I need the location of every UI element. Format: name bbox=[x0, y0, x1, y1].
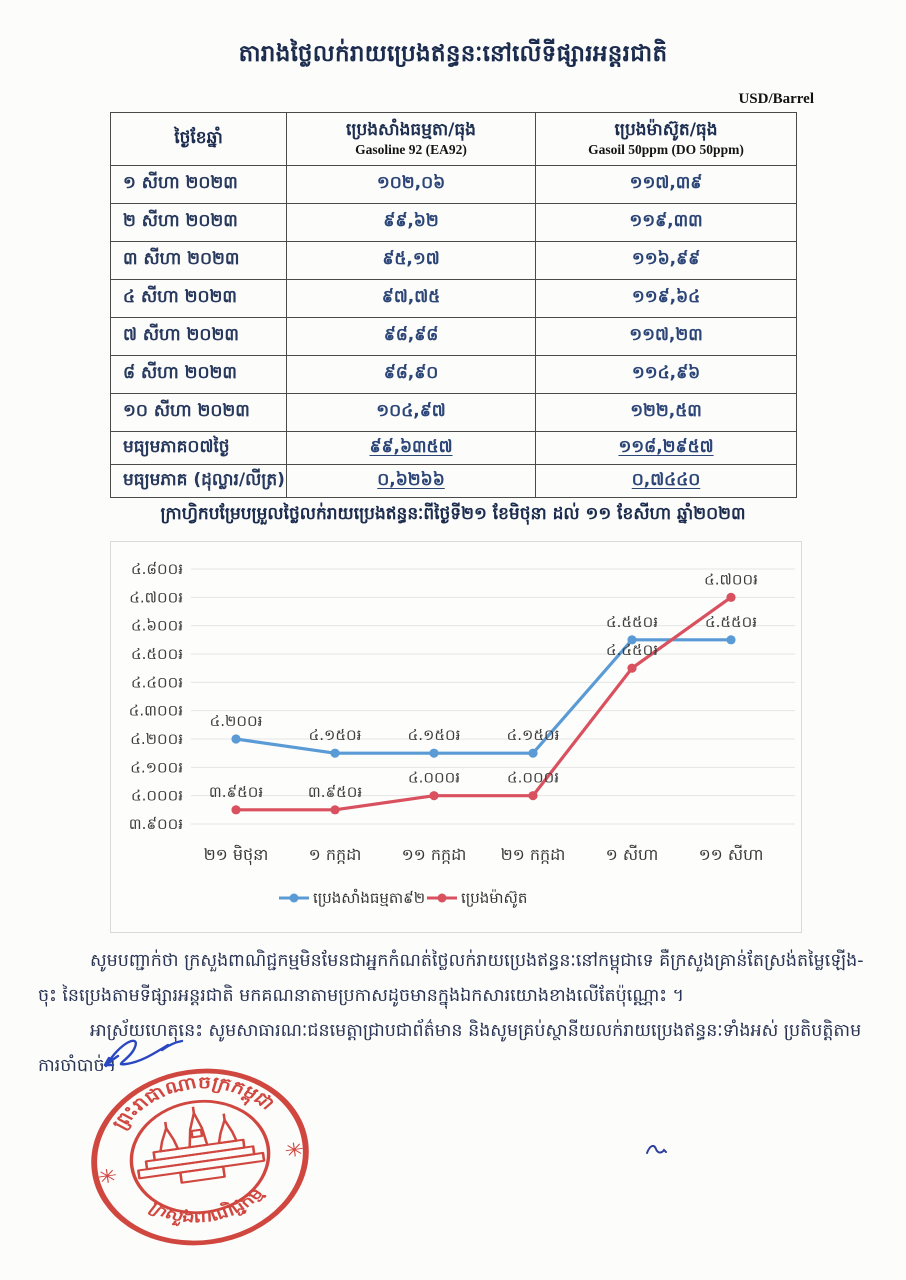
legend-marker-dot bbox=[290, 894, 299, 903]
data-label: ៤.៥៥០៛ bbox=[605, 612, 659, 631]
stamp-bottom-text: ក្រសួងពាណិជ្ជកម្ម bbox=[145, 1184, 268, 1228]
gasoline-price-cell: ០,៦២៦៦ bbox=[287, 465, 536, 498]
header-gasoil-kh: ប្រេងម៉ាស៊ូត/ធុង bbox=[614, 119, 718, 140]
data-label: ៤.១៥០៛ bbox=[506, 726, 560, 745]
gasoil-price-cell: ០,៧៤៤០ bbox=[536, 465, 797, 498]
gasoil-price-cell: ១១៨,២៩៥៧ bbox=[536, 432, 797, 465]
header-date-label: ថ្ងៃខែឆ្នាំ bbox=[174, 128, 223, 149]
data-label: ៤.៧០០៛ bbox=[704, 570, 758, 589]
date-cell: ៧ សីហា ២០២៣ bbox=[111, 318, 287, 356]
data-label: ៤.០០០៛ bbox=[506, 768, 560, 787]
y-axis-tick: ៤.៤០០៛ bbox=[130, 673, 183, 692]
gasoil-price-cell: ១១៩,៦៤ bbox=[536, 280, 797, 318]
note-paragraph-1: សូមបញ្ជាក់ថា ក្រសួងពាណិជ្ជកម្មមិនមែនជាអ្នកកំណត់ថ្លៃលក់រាយប្រេងឥន្ធនៈនៅកម្ពុជាទេ គឺក្រសួងគ្រាន់តែស្រង់តម្លៃឡើង-ចុះ នៃប្រេងតាមទីផ្សារអន្តរជាតិ មកគណនាតាមប្រកាសដូចមានក្នុងឯកសារយោងខាងលើតែប៉ុណ្ណោះ ។ bbox=[38, 951, 864, 1006]
header-gasoil bbox=[536, 113, 797, 166]
x-axis-label: ១១ សីហា bbox=[698, 845, 764, 864]
price-table-header bbox=[111, 113, 797, 166]
x-axis-label: ២១ មិថុនា bbox=[203, 845, 269, 864]
ministry-stamp bbox=[70, 1047, 330, 1268]
data-point bbox=[627, 664, 636, 673]
y-axis-tick: ៤.៥០០៛ bbox=[130, 645, 183, 663]
data-label: ៣.៩៥០៛ bbox=[208, 782, 264, 801]
date-cell: ១០ សីហា ២០២៣ bbox=[111, 394, 287, 432]
data-point bbox=[330, 749, 339, 758]
data-point bbox=[726, 593, 735, 602]
y-axis-tick: ៣.៩០០៛ bbox=[128, 815, 183, 833]
gasoline-price-cell: ៩៥,១៧ bbox=[287, 242, 536, 280]
page-title: តារាងថ្លៃលក់រាយប្រេងឥន្ធនៈនៅលើទីផ្សារអន្តរជាតិ bbox=[238, 41, 668, 67]
gasoline-price-cell: ៩៩,៦៣៥៧ bbox=[287, 432, 536, 465]
y-axis-tick: ៤.៧០០៛ bbox=[129, 588, 183, 607]
y-axis-tick: ៤.៨០០៛ bbox=[130, 560, 183, 578]
date-cell: ៤ សីហា ២០២៣ bbox=[111, 280, 287, 318]
stamp-star-right-icon: ✳ bbox=[283, 1138, 306, 1164]
y-axis-tick: ៤.០០០៛ bbox=[130, 786, 183, 805]
date-cell: ៣ សីហា ២០២៣ bbox=[111, 242, 287, 280]
legend-marker-dot bbox=[438, 894, 447, 903]
data-point bbox=[231, 734, 240, 743]
note-paragraph-2: អាស្រ័យហេតុនេះ សូមសាធារណៈជនមេត្តាជ្រាបជាព័ត៌មាន និងសូមគ្រប់ស្ថានីយលក់រាយប្រេងឥន្ធនៈទាំងអស់ ប្រតិបត្តិតាមការចាំបាច់។ bbox=[38, 1021, 862, 1076]
data-label: ៤.១៥០៛ bbox=[407, 726, 461, 745]
date-cell: ៨ សីហា ២០២៣ bbox=[111, 356, 287, 394]
x-axis-label: ១ សីហា bbox=[605, 845, 659, 864]
pen-mark-icon bbox=[645, 1142, 669, 1158]
table-row bbox=[111, 318, 797, 356]
gasoline-price-cell: ១០២,០៦ bbox=[287, 166, 536, 204]
gasoil-price-cell: ១២២,៥៣ bbox=[536, 394, 797, 432]
table-row bbox=[111, 280, 797, 318]
table-row bbox=[111, 242, 797, 280]
price-chart-svg bbox=[111, 542, 801, 932]
gasoline-price-cell: ៩៩,៦២ bbox=[287, 204, 536, 242]
data-point bbox=[231, 805, 240, 814]
gasoil-price-cell: ១១៩,៣៣ bbox=[536, 204, 797, 242]
data-label: ៤.៥៥០៛ bbox=[704, 612, 758, 631]
header-gasoline-en: Gasoline 92 (EA92) bbox=[355, 142, 467, 158]
table-row bbox=[111, 465, 797, 498]
stamp-star-left-icon: ✳ bbox=[96, 1164, 119, 1190]
date-cell: ១ សីហា ២០២៣ bbox=[111, 166, 287, 204]
data-point bbox=[726, 635, 735, 644]
gasoline-price-cell: ៩៧,៧៥ bbox=[287, 280, 536, 318]
stamp-top-text: ព្រះរាជាណាចក្រកម្ពុជា bbox=[108, 1073, 279, 1133]
legend-label: ប្រេងម៉ាស៊ូត bbox=[461, 889, 528, 907]
unit-label: USD/Barrel bbox=[738, 91, 814, 107]
table-row bbox=[111, 166, 797, 204]
y-axis-tick: ៤.២០០៛ bbox=[130, 730, 183, 748]
data-point bbox=[429, 749, 438, 758]
header-gasoil-en: Gasoil 50ppm (DO 50ppm) bbox=[588, 142, 744, 158]
gasoil-price-cell: ១១៦,៩៩ bbox=[536, 242, 797, 280]
gasoline-price-cell: ១០៤,៩៧ bbox=[287, 394, 536, 432]
data-point bbox=[528, 791, 537, 800]
data-label: ៤.០០០៛ bbox=[407, 768, 461, 787]
y-axis-tick: ៤.៣០០៛ bbox=[128, 701, 183, 720]
x-axis-label: ១១ កក្កដា bbox=[401, 845, 467, 864]
header-gasoline bbox=[287, 113, 536, 166]
chart-title: ក្រាហ្វិកបម្រែបម្រួលថ្លៃលក់រាយប្រេងឥន្ធនៈពីថ្ងៃទី២១ ខែមិថុនា ដល់ ១១ ខែសីហា ឆ្នាំ២០២៣ bbox=[160, 504, 746, 524]
header-date bbox=[111, 113, 287, 166]
gasoline-price-cell: ៩៨,៩០ bbox=[287, 356, 536, 394]
y-axis-tick: ៤.៦០០៛ bbox=[130, 616, 183, 635]
legend-label: ប្រេងសាំងធម្មតា៩២ bbox=[313, 889, 426, 907]
gasoline-price-cell: ៩៨,៩៨ bbox=[287, 318, 536, 356]
x-axis-label: ២១ កក្កដា bbox=[500, 845, 566, 864]
date-cell: ២ សីហា ២០២៣ bbox=[111, 204, 287, 242]
gasoil-price-cell: ១១៧,២៣ bbox=[536, 318, 797, 356]
table-row bbox=[111, 394, 797, 432]
price-chart bbox=[110, 541, 802, 933]
data-point bbox=[330, 805, 339, 814]
gasoil-price-cell: ១១៤,៩៦ bbox=[536, 356, 797, 394]
data-label: ៤.១៥០៛ bbox=[308, 726, 362, 745]
data-point bbox=[528, 749, 537, 758]
header-gasoline-kh: ប្រេងសាំងធម្មតា/ធុង bbox=[346, 119, 476, 140]
data-label: ៣.៩៥០៛ bbox=[307, 782, 363, 801]
gasoil-price-cell: ១១៧,៣៩ bbox=[536, 166, 797, 204]
date-cell: មធ្យមភាគ (ដុល្លារ/លីត្រ) bbox=[111, 465, 287, 498]
data-point bbox=[429, 791, 438, 800]
x-axis-label: ១ កក្កដា bbox=[308, 845, 362, 864]
data-label: ៤.២០០៛ bbox=[209, 712, 263, 730]
price-table-body bbox=[111, 166, 797, 498]
date-cell: មធ្យមភាគ០៧ថ្ងៃ bbox=[111, 432, 287, 465]
data-label: ៤.៤៥០៛ bbox=[605, 641, 659, 660]
table-row bbox=[111, 204, 797, 242]
table-row bbox=[111, 356, 797, 394]
y-axis-tick: ៤.១០០៛ bbox=[130, 758, 183, 777]
table-row bbox=[111, 432, 797, 465]
price-table bbox=[110, 112, 797, 498]
